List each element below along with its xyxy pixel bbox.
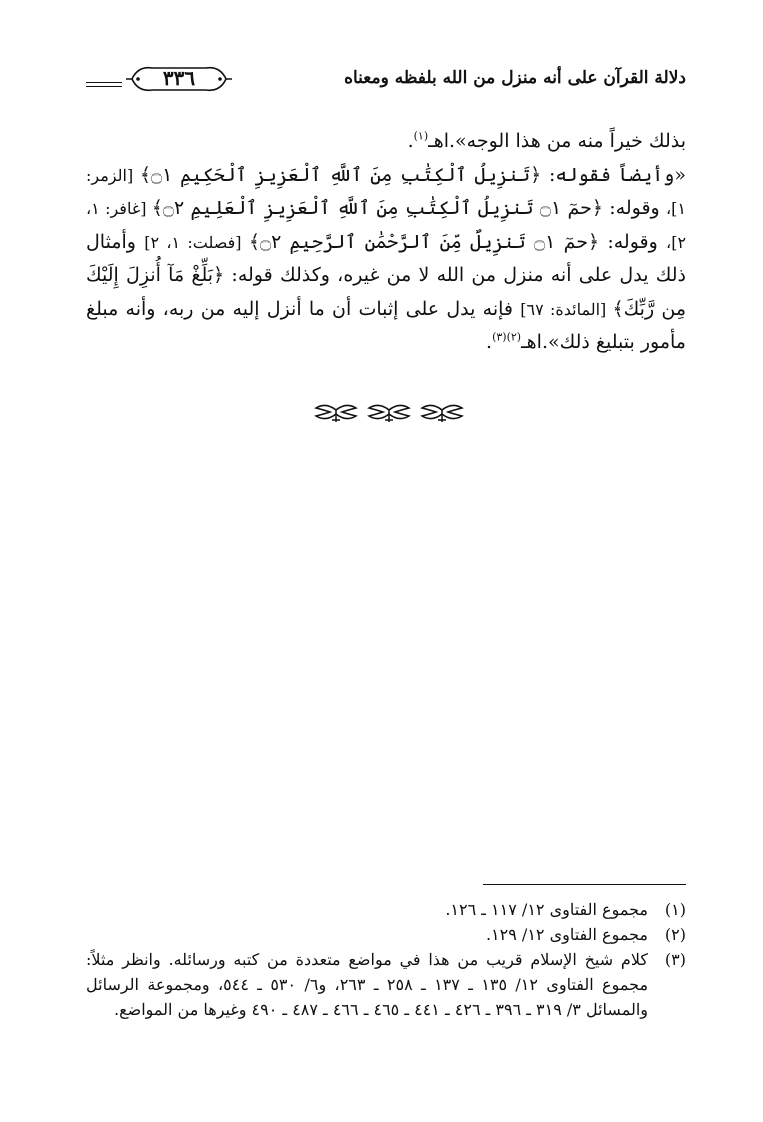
- footnote: [86, 922, 686, 947]
- floral-ornament-icon: [418, 400, 466, 424]
- text-run: بذلك خيراً منه من هذا الوجه».اهـ: [428, 130, 686, 152]
- text-run: وأمثال ذلك يدل على أنه منزل من الله لا من غيره، وكذلك قوله:: [86, 230, 687, 286]
- footnote-number: (٣): [664, 950, 686, 969]
- text-run: وقوله:: [599, 230, 667, 253]
- verse-reference: [الزمر: ١]،: [86, 165, 687, 218]
- quran-verse: ﴿حمٓ ۝١ تَنزِيلٌ مِّنَ ٱلرَّحْمَٰنِ ٱلرَّحِيمِ ۝٢﴾: [248, 230, 600, 253]
- quran-verse: ﴿حمٓ ۝١ تَنزِيلُ ٱلْكِتَٰبِ مِنَ ٱللَّهِ ٱلْعَزِيزِ ٱلْعَلِيمِ ۝٢﴾: [151, 197, 604, 219]
- header-rule: [86, 82, 122, 83]
- text-run: «وأيضاً فقوله:: [541, 163, 687, 186]
- footnote-text: مجموع الفتاوى ١٢/ ١٢٩.: [485, 925, 648, 944]
- footnote: [86, 947, 686, 1022]
- paragraph: [86, 125, 686, 159]
- header-rule: [86, 86, 122, 87]
- running-title: دلالة القرآن على أنه منزل من الله بلفظه ومعناه: [344, 68, 686, 88]
- text-run: وقوله:: [603, 197, 667, 219]
- verse-reference: [المائدة: ٦٧]: [520, 299, 613, 319]
- footnote-marker: (٢)(٣): [492, 330, 522, 344]
- footnote-text: مجموع الفتاوى ١٢/ ١١٧ ـ ١٢٦.: [445, 900, 648, 919]
- page-number: ٣٣٦: [162, 66, 196, 90]
- footnotes: [86, 897, 686, 1022]
- page-header: [86, 62, 686, 102]
- paragraph: [86, 159, 686, 360]
- verse-reference: [غافر: ١، ٢]،: [86, 199, 687, 252]
- footnote-number: (١): [664, 900, 686, 919]
- footnote: [86, 897, 686, 922]
- main-text: [86, 125, 686, 360]
- footnote-number: (٢): [664, 925, 686, 944]
- footnote-marker: (١): [413, 129, 429, 143]
- floral-ornament-icon: [312, 400, 360, 424]
- quran-verse: ﴿تَنزِيلُ ٱلْكِتَٰبِ مِنَ ٱللَّهِ ٱلْعَزِيزِ ٱلْحَكِيمِ ۝١﴾: [139, 163, 542, 186]
- footnote-text: كلام شيخ الإسلام قريب من هذا في مواضع متعددة من كتبه ورسائله. وانظر مثلاً: مجموع الفتاوى ١٢/ ١٣٥ ـ ١٣٧ ـ ٢٥٨ ـ ٢٦٣، و٦/ ٥٣٠ ـ ٥٤٤، ومجموعة الرسائل والمسائل ٣/ ٣١٩ ـ ٣٩٦ ـ ٤٢٦ ـ ٤٤١ ـ ٤٦٥ ـ ٤٦٦ ـ ٤٨٧ ـ ٤٩٠ وغيرها من المواضع.: [86, 950, 649, 1019]
- section-ornament: [306, 400, 466, 426]
- quran-verse: ﴿بَلِّغْ مَآ أُنزِلَ إِلَيْكَ مِن رَّبِّكَ﴾: [86, 264, 687, 320]
- text-run: فإنه يدل على إثبات أن ما أنزل إليه من ربه، وأنه مبلغ مأمور بتبليغ ذلك».اهـ: [86, 297, 686, 353]
- floral-ornament-icon: [365, 400, 413, 424]
- footnote-separator: [483, 884, 686, 885]
- text-run: .: [407, 130, 414, 152]
- verse-reference: [فصلت: ١، ٢]: [144, 232, 249, 252]
- page-number-frame: [124, 62, 234, 96]
- text-run: .: [486, 331, 493, 353]
